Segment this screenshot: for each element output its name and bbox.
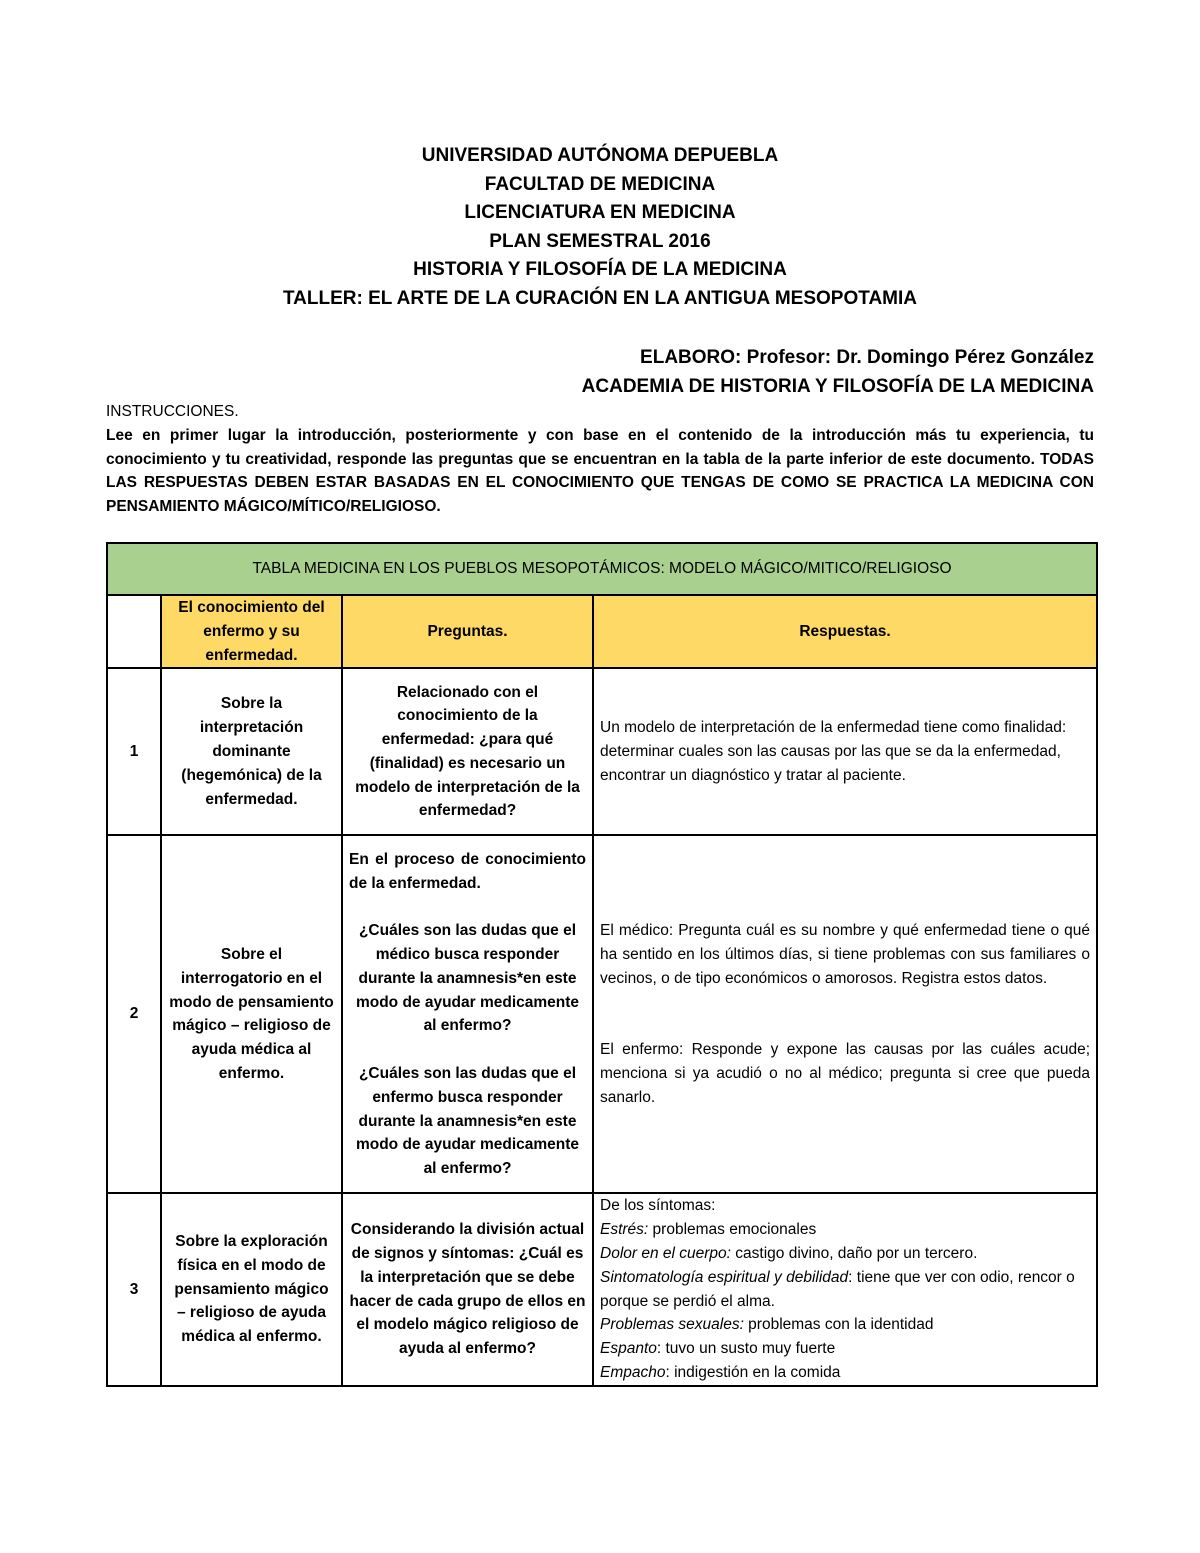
credits [582,343,1094,401]
academy-line: ACADEMIA DE HISTORIA Y FILOSOFÍA DE LA MEDICINA [581,376,1094,397]
table-title-row [107,543,1097,595]
row-answer: Un modelo de interpretación de la enfermedad tiene como finalidad: determinar cuales son las causas por las que se da la enfermedad, encontrar un diagnóstico y tratar al paciente. [593,668,1097,835]
question-doctor: ¿Cuáles son las dudas que el médico busca responder durante la anamnesis*en este modo de ayudar medicamente al enfermo? [355,922,580,1035]
symptom-desc: problemas con la identidad [743,1316,934,1334]
answer-patient: El enfermo: Responde y expone las causas por las cuáles acude; menciona si ya acudió o no al médico; pregunta si cree que pueda sanarlo. [600,1041,1091,1106]
symptom-item [600,1266,1090,1314]
symptom-term: Espanto [600,1340,657,1358]
row-topic: Sobre la exploración física en el modo de pensamiento mágico – religioso de ayuda médica al enfermo. [161,1193,342,1385]
symptom-item [600,1313,1090,1337]
table-row [107,1193,1097,1385]
header-blank-cell [107,595,161,668]
symptom-term: Dolor en el cuerpo: [600,1244,731,1262]
instructions-body: Lee en primer lugar la introducción, posteriormente y con base en el contenido de la introducción más tu experiencia, tu conocimiento y tu creatividad, responde las preguntas que se encuentran en la tabla de la parte inferior de este documento. TODAS LAS RESPUESTAS DEBEN ESTAR BASADAS EN EL CONOCIMIENTO QUE TENGAS DE COMO SE PRACTICA LA MEDICINA CON PENSAMIENTO MÁGICO/MÍTICO/RELIGIOSO. [106,426,1094,516]
row-number: 1 [107,668,161,835]
row-topic: Sobre el interrogatorio en el modo de pensamiento mágico – religioso de ayuda médica al enfermo. [161,835,342,1193]
row-question [342,835,593,1193]
row-answer [593,1193,1097,1385]
medicine-table [106,542,1098,1387]
symptom-term: Sintomatología espiritual y debilidad [600,1268,849,1286]
plan-name: PLAN SEMESTRAL 2016 [489,230,711,252]
table-row [107,835,1097,1193]
symptom-item [600,1337,1090,1361]
question-patient: ¿Cuáles son las dudas que el enfermo busca responder durante la anamnesis*en este modo de ayudar medicamente al enfermo? [355,1064,580,1178]
document-header [0,142,1200,314]
symptom-desc: castigo divino, daño por un tercero. [730,1244,978,1262]
row-answer [593,835,1097,1193]
symptom-desc: : tuvo un susto muy fuerte [656,1340,836,1358]
header-question: Preguntas. [342,595,593,668]
symptom-term: Estrés: [600,1221,649,1239]
symptom-desc: problemas emocionales [648,1221,817,1239]
symptom-term: Problemas sexuales: [600,1316,744,1334]
answer-doctor: El médico: Pregunta cuál es su nombre y qué enfermedad tiene o qué ha sentido en los últimos días, si tiene problemas con sus familiares o vecinos, o de tipo económicos o amorosos. Registra estos datos. [600,922,1091,987]
symptom-desc: : tiene que ver con odio, rencor o porque se perdió el alma. [600,1268,1075,1310]
instructions-title: INSTRUCCIONES. [106,403,239,420]
row-question: Relacionado con el conocimiento de la enfermedad: ¿para qué (finalidad) es necesario un modelo de interpretación de la enfermedad? [342,668,593,835]
table-header-row [107,595,1097,668]
table-title: TABLA MEDICINA EN LOS PUEBLOS MESOPOTÁMICOS: MODELO MÁGICO/MITICO/RELIGIOSO [107,543,1097,595]
symptom-desc: : indigestión en la comida [665,1363,841,1381]
symptom-item [600,1218,1090,1242]
row-number: 3 [107,1193,161,1385]
header-answer: Respuestas. [593,595,1097,668]
row-question: Considerando la división actual de signos y síntomas: ¿Cuál es la interpretación que se debe hacer de cada grupo de ellos en el modelo mágico religioso de ayuda al enfermo? [342,1193,593,1385]
course-name: HISTORIA Y FILOSOFÍA DE LA MEDICINA [413,259,787,281]
table-row [107,668,1097,835]
row-number: 2 [107,835,161,1193]
symptom-item [600,1242,1090,1266]
university-name: UNIVERSIDAD AUTÓNOMA DEPUEBLA [421,145,779,166]
author-line: ELABORO: Profesor: Dr. Domingo Pérez González [640,347,1094,368]
instructions [106,400,1094,519]
degree-name: LICENCIATURA EN MEDICINA [464,202,736,224]
faculty-name: FACULTAD DE MEDICINA [484,173,716,195]
symptoms-title: De los síntomas: [600,1197,716,1215]
symptom-term: Empacho [600,1363,666,1381]
header-topic: El conocimiento del enfermo y su enfermedad. [161,595,342,668]
workshop-title: TALLER: EL ARTE DE LA CURACIÓN EN LA ANTIGUA MESOPOTAMIA [282,287,917,309]
question-intro: En el proceso de conocimiento de la enfermedad. [349,850,586,892]
symptom-item [600,1361,1090,1385]
row-topic: Sobre la interpretación dominante (hegemónica) de la enfermedad. [161,668,342,835]
